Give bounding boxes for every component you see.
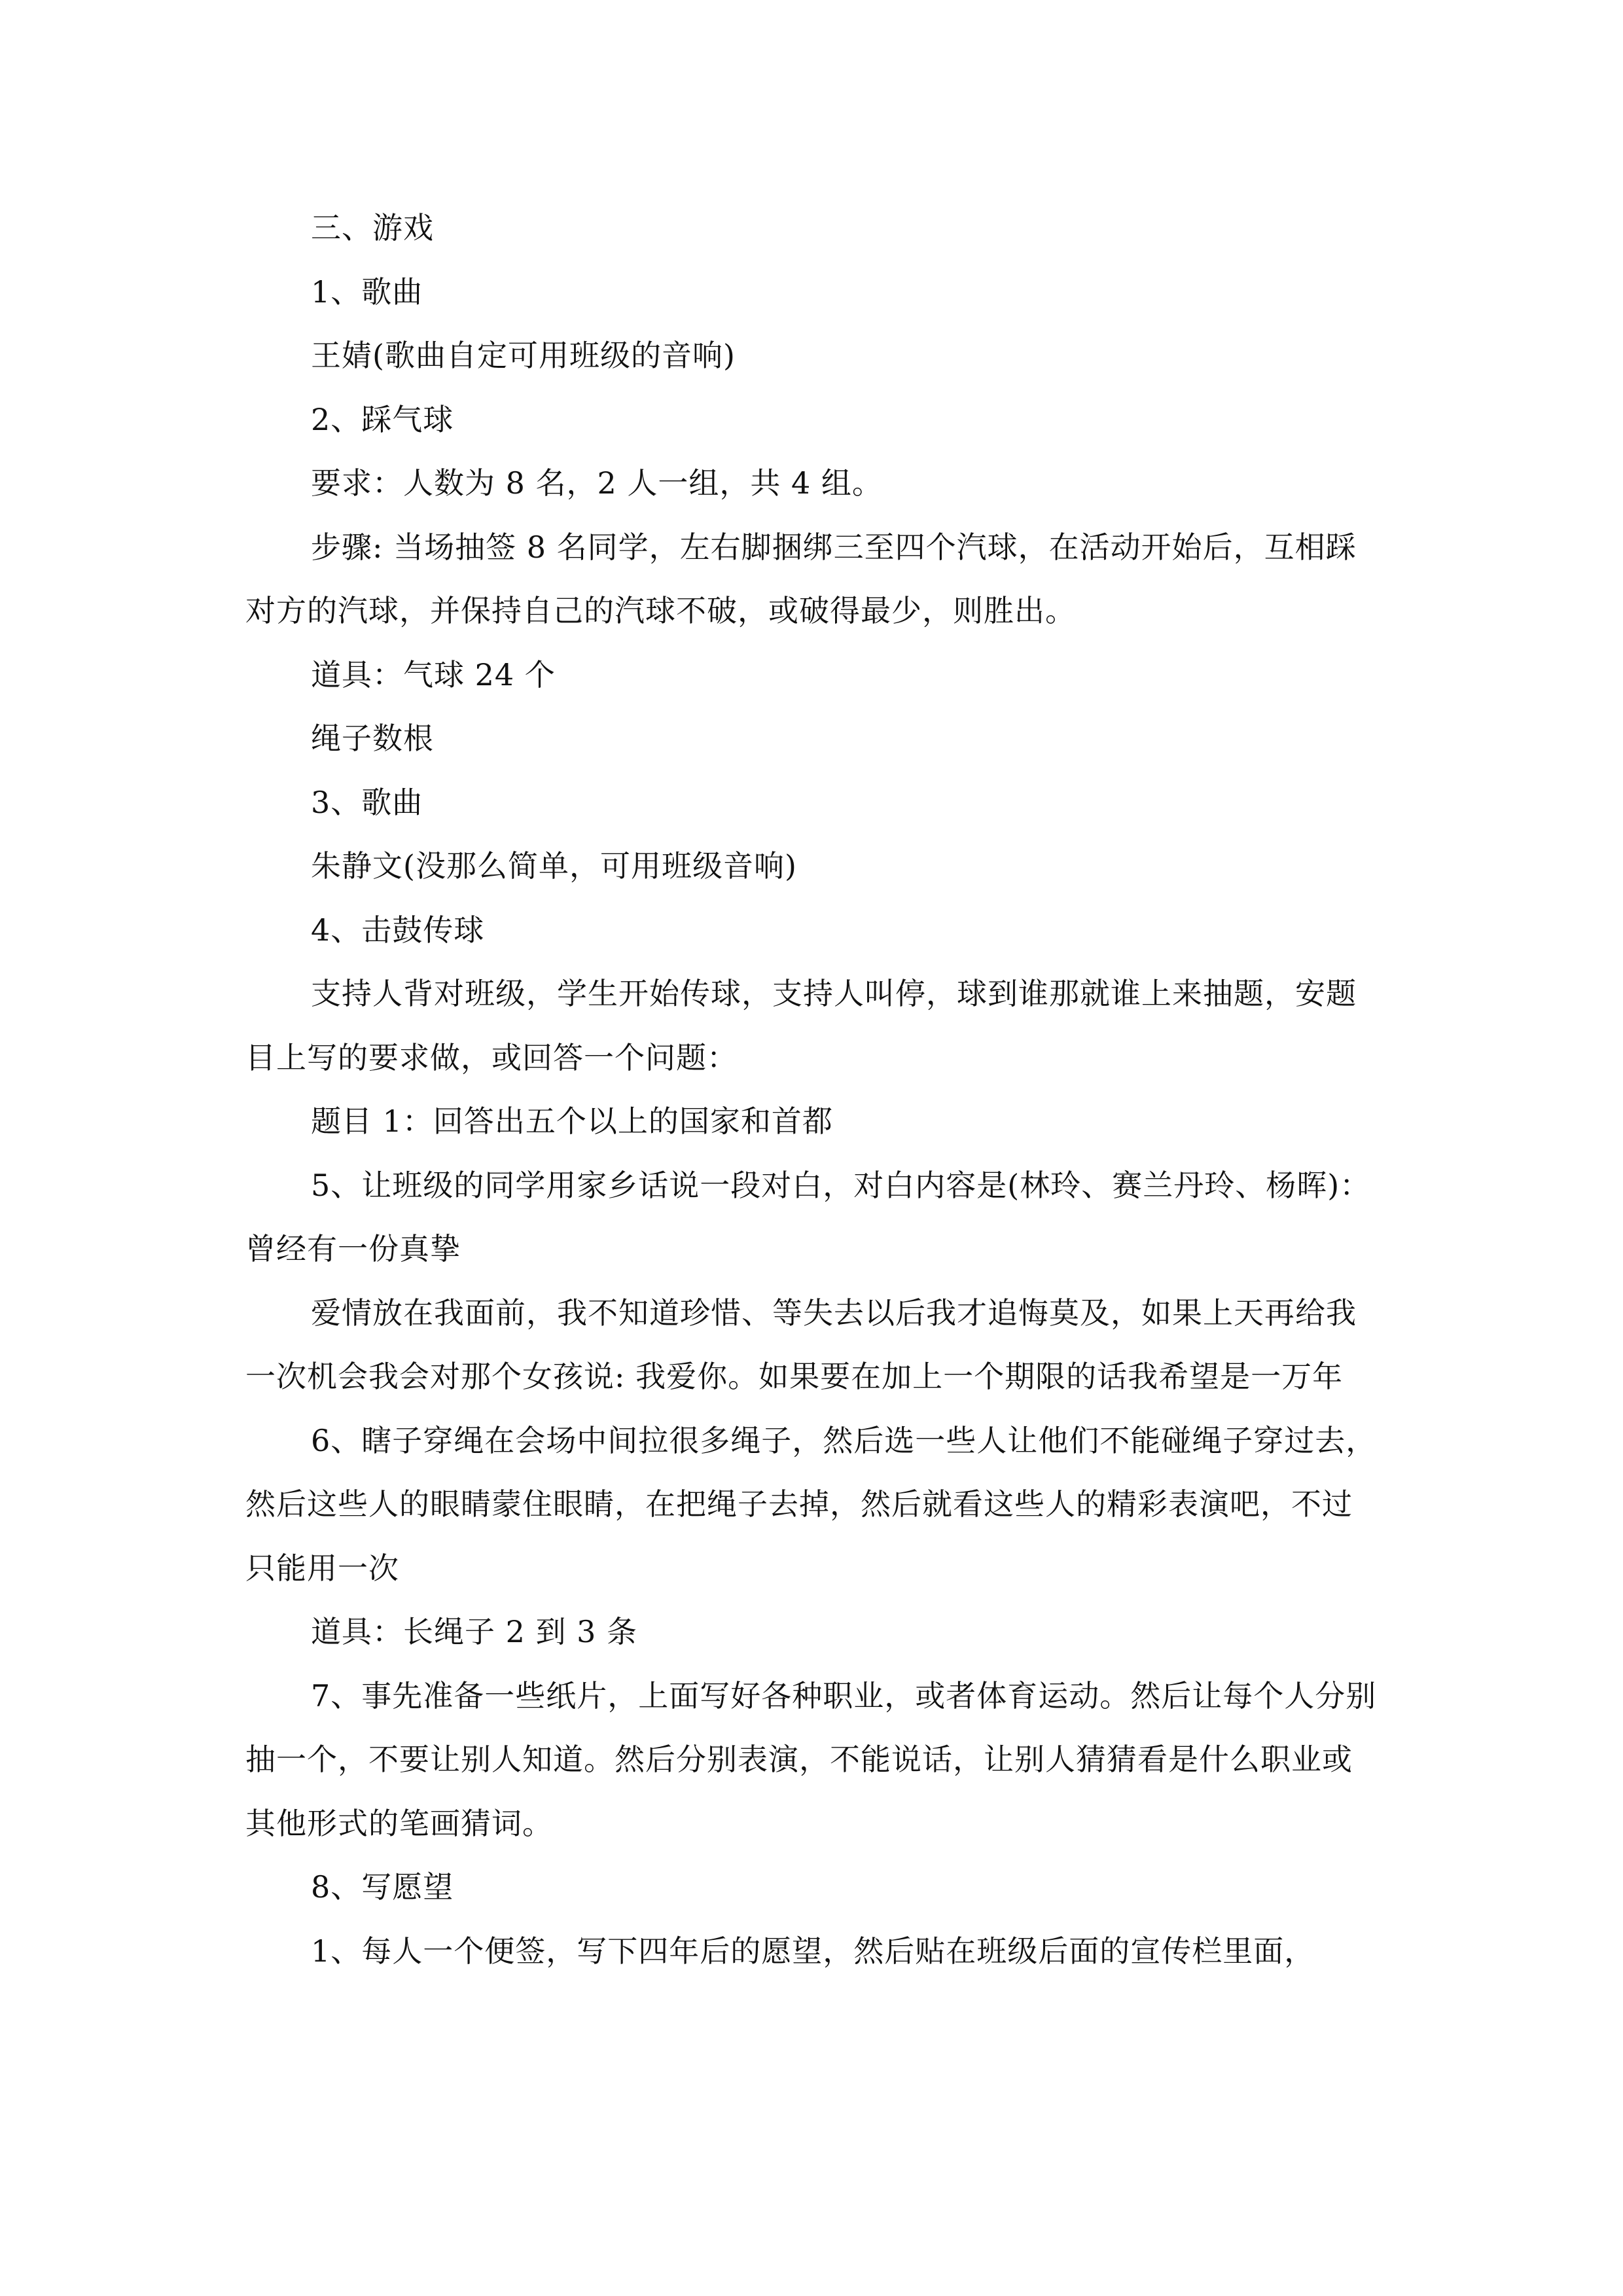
item-4-drum-ball: 4、击鼓传球: [311, 912, 485, 948]
item-7-charades: 7、事先准备一些纸片，上面写好各种职业，或者体育运动。然后让每个人分别抽一个，不要让别人知道。然后分别表演，不能说话，让别人猜猜看是什么职业或其他形式的笔画猜词。: [245, 1677, 1377, 1841]
item-5-dialogue-content: 爱情放在我面前，我不知道珍惜、等失去以后我才追悔莫及，如果上天再给我一次机会我会对那个女孩说: 我爱你。如果要在加上一个期限的话我希望是一万年: [245, 1295, 1357, 1394]
item-1-performer: 王婧(歌曲自定可用班级的音响): [311, 338, 736, 373]
item-2-balloon-game: 2、踩气球: [311, 401, 454, 437]
document-body: [245, 196, 1381, 1983]
item-8-wishes: 8、写愿望: [311, 1869, 454, 1905]
item-2-requirements: 要求：人数为 8 名，2 人一组，共 4 组。: [311, 465, 883, 501]
item-3-song: 3、歌曲: [311, 784, 423, 820]
item-3-performer: 朱静文(没那么简单，可用班级音响): [311, 848, 797, 884]
item-1-song: 1、歌曲: [311, 274, 423, 310]
item-6-props: 道具：长绳子 2 到 3 条: [311, 1614, 638, 1649]
item-2-props-ropes: 绳子数根: [311, 721, 434, 756]
item-6-blind-rope: 6、瞎子穿绳在会场中间拉很多绳子，然后选一些人让他们不能碰绳子穿过去，然后这些人的眼睛蒙住眼睛，在把绳子去掉，然后就看这些人的精彩表演吧，不过只能用一次: [245, 1422, 1377, 1586]
item-4-question-1: 题目 1：回答出五个以上的国家和首都: [311, 1103, 833, 1139]
item-8-wish-step-1: 1、每人一个便签，写下四年后的愿望，然后贴在班级后面的宣传栏里面，: [311, 1933, 1315, 1969]
item-2-steps: 步骤: 当场抽签 8 名同学，左右脚捆绑三至四个汽球，在活动开始后，互相踩对方的汽球，并保持自己的汽球不破，或破得最少，则胜出。: [245, 529, 1357, 628]
section-heading-games: 三、游戏: [311, 210, 434, 245]
item-4-rules: 支持人背对班级，学生开始传球，支持人叫停，球到谁那就谁上来抽题，安题目上写的要求做，或回答一个问题：: [245, 976, 1357, 1075]
item-5-dialect-dialogue: 5、让班级的同学用家乡话说一段对白，对白内容是(林玲、赛兰丹玲、杨晖)：曾经有一份真挚: [245, 1167, 1371, 1266]
item-2-props-balloons: 道具：气球 24 个: [311, 656, 556, 692]
